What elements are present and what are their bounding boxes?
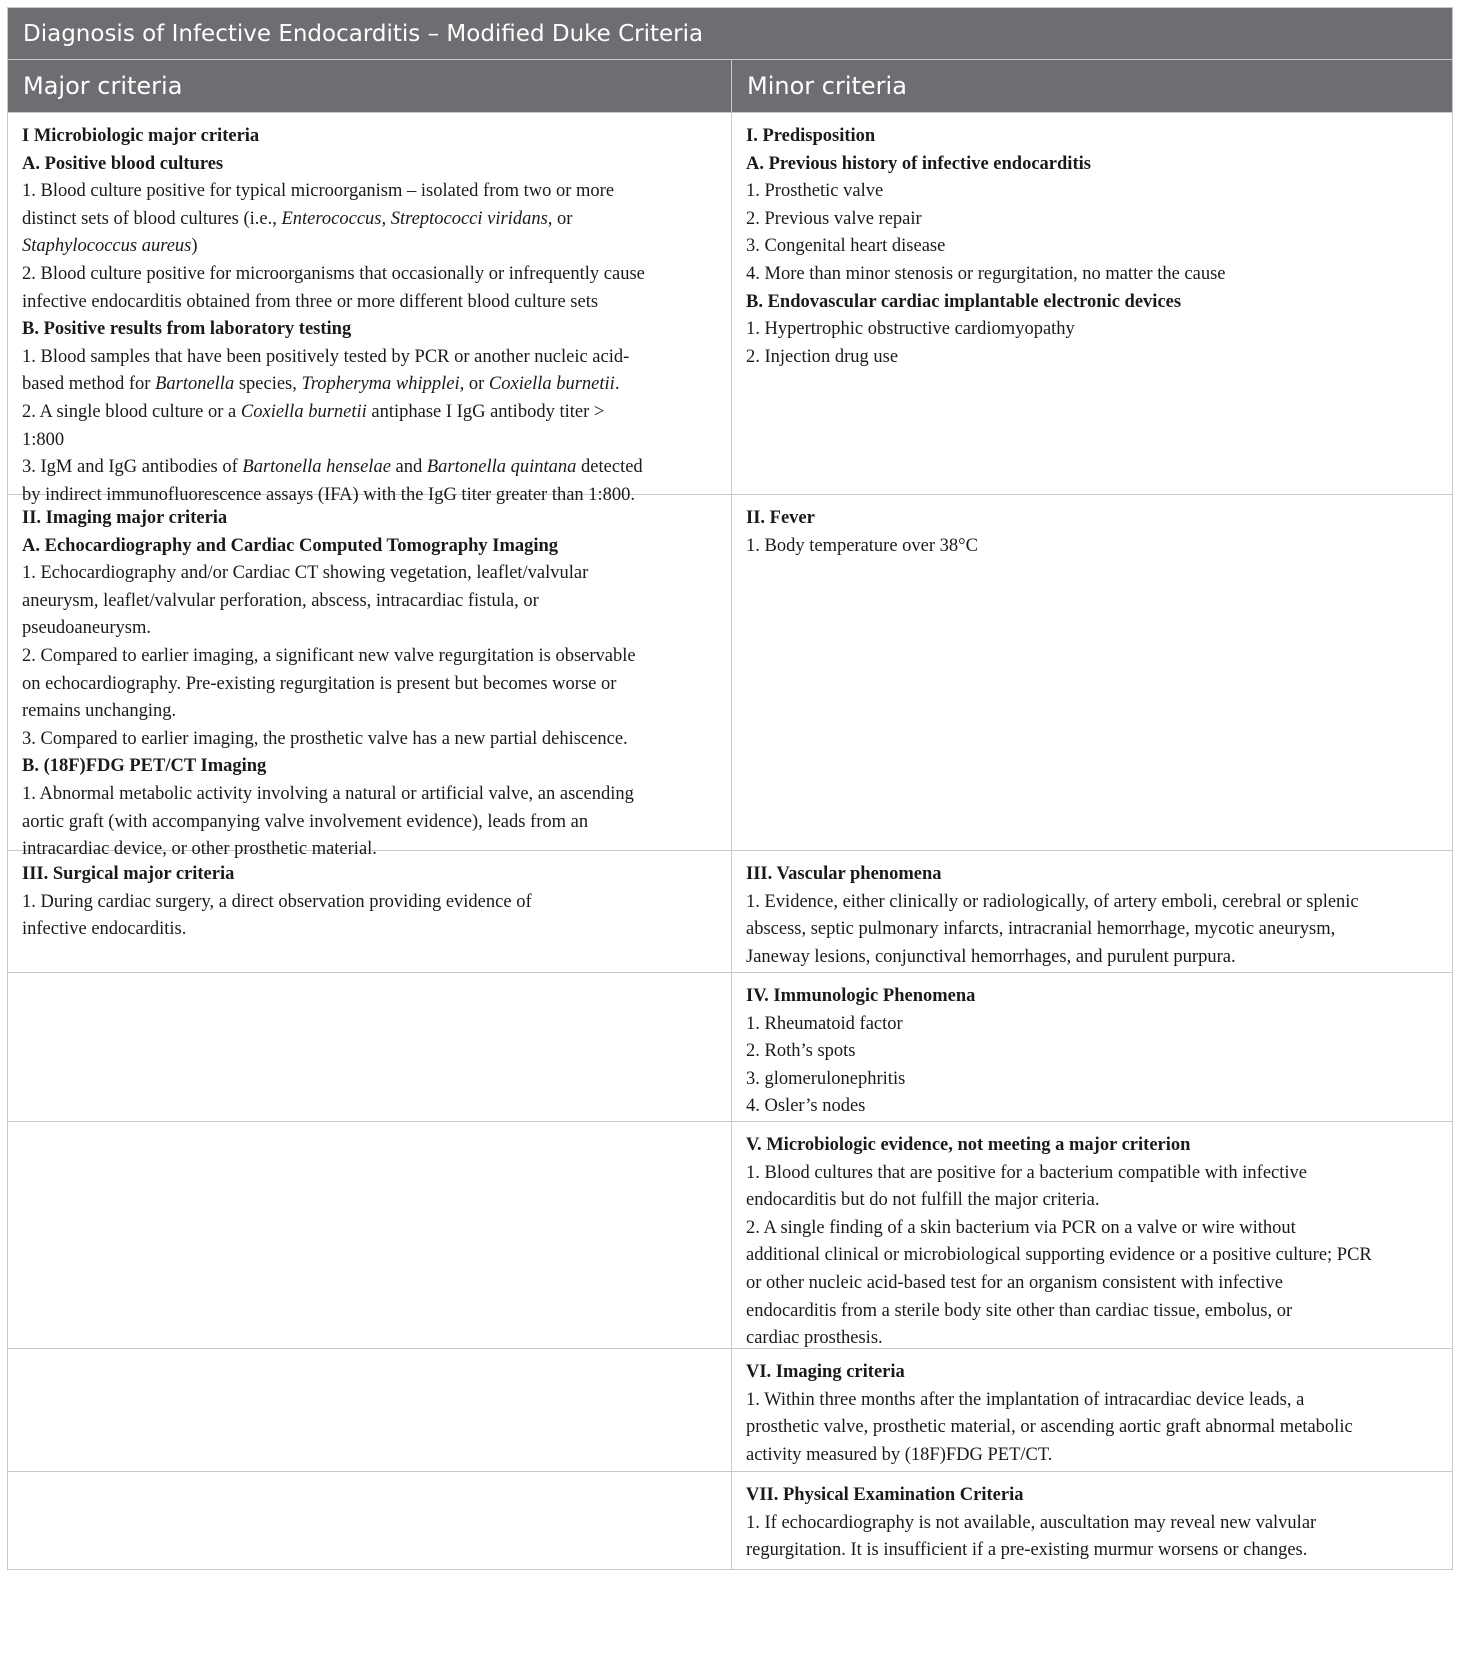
criteria-item: 2. A single blood culture or a Coxiella burnetii antiphase I IgG antibody titer > [22,401,605,422]
table-row [8,1348,1452,1471]
criteria-item: remains unchanging. [22,701,177,722]
criteria-item: 2. Previous valve repair [746,208,922,229]
table-body [8,112,1452,1569]
criteria-item: 2. Compared to earlier imaging, a significant new valve regurgitation is observable [22,645,636,666]
criteria-item: 2. Injection drug use [746,346,899,367]
criteria-heading: VII. Physical Examination Criteria [746,1485,1024,1505]
criteria-item: 3. Congenital heart disease [746,236,946,257]
major-criteria-cell [8,495,732,860]
criteria-item: 1. Hypertrophic obstructive cardiomyopathy [746,319,1075,340]
table-title: Diagnosis of Infective Endocarditis – Modified Duke Criteria [8,8,1452,60]
criteria-item: distinct sets of blood cultures (i.e., Enterococcus, Streptococci viridans, or [22,208,573,229]
criteria-item: 3. IgM and IgG antibodies of Bartonella henselae and Bartonella quintana detected [22,457,643,478]
criteria-item: aortic graft (with accompanying valve involvement evidence), leads from an [22,811,589,832]
criteria-item: 3. glomerulonephritis [746,1068,906,1089]
criteria-heading: III. Surgical major criteria [22,864,235,884]
criteria-item: 4. Osler’s nodes [746,1096,866,1117]
criteria-item: regurgitation. It is insufficient if a pre-existing murmur worsens or changes. [746,1540,1308,1561]
table-row [8,1471,1452,1569]
criteria-item: Staphylococcus aureus) [22,236,198,257]
criteria-item: additional clinical or microbiological supporting evidence or a positive culture; PCR [746,1245,1372,1266]
minor-criteria-cell [732,1472,1452,1569]
criteria-item: infective endocarditis obtained from three or more different blood culture sets [22,291,599,312]
minor-criteria-cell [732,495,1452,850]
criteria-heading: III. Vascular phenomena [746,864,942,884]
criteria-item: 1. Blood samples that have been positively tested by PCR or another nucleic acid- [22,346,630,367]
criteria-heading: B. Endovascular cardiac implantable electronic devices [746,291,1182,312]
criteria-item: based method for Bartonella species, Tropheryma whipplei, or Coxiella burnetii. [22,374,620,395]
table-row [8,850,1452,972]
minor-criteria-cell [732,973,1452,1121]
criteria-item: 1. Blood culture positive for typical microorganism – isolated from two or more [22,181,615,202]
criteria-item: prosthetic valve, prosthetic material, or ascending aortic graft abnormal metabolic [746,1417,1353,1438]
criteria-item: infective endocarditis. [22,919,187,940]
criteria-heading: A. Previous history of infective endocarditis [746,153,1091,174]
table-row [8,494,1452,860]
criteria-heading: A. Echocardiography and Cardiac Computed Tomography Imaging [22,535,559,556]
criteria-table [7,7,1453,1570]
criteria-item: 1. Echocardiography and/or Cardiac CT showing vegetation, leaflet/valvular [22,563,589,584]
major-criteria-cell [8,113,732,505]
criteria-heading: B. (18F)FDG PET/CT Imaging [22,756,267,777]
criteria-item: abscess, septic pulmonary infarcts, intracranial hemorrhage, mycotic aneurysm, [746,919,1336,940]
criteria-heading: I Microbiologic major criteria [22,126,260,146]
minor-criteria-cell [732,1349,1452,1471]
criteria-item: 2. A single finding of a skin bacterium via PCR on a valve or wire without [746,1217,1296,1238]
criteria-item: cardiac prosthesis. [746,1328,883,1349]
criteria-item: endocarditis from a sterile body site other than cardiac tissue, embolus, or [746,1300,1293,1321]
criteria-heading: I. Predisposition [746,126,876,146]
criteria-item: 1:800 [22,429,65,450]
criteria-heading: II. Fever [746,508,815,528]
criteria-heading: V. Microbiologic evidence, not meeting a major criterion [746,1135,1191,1155]
criteria-item: 1. Abnormal metabolic activity involving a natural or artificial valve, an ascending [22,783,634,804]
table-header-row [8,60,1452,112]
table-row [8,112,1452,505]
criteria-item: or other nucleic acid-based test for an organism consistent with infective [746,1272,1284,1293]
major-criteria-cell [8,973,732,1121]
minor-criteria-cell [732,1122,1452,1348]
criteria-item: 1. Blood cultures that are positive for a bacterium compatible with infective [746,1162,1307,1183]
major-criteria-cell [8,851,732,972]
criteria-item: 2. Roth’s spots [746,1041,856,1062]
criteria-item: 1. If echocardiography is not available, auscultation may reveal new valvular [746,1512,1317,1533]
criteria-item: endocarditis but do not fulfill the major criteria. [746,1190,1100,1211]
table-row [8,972,1452,1121]
criteria-item: aneurysm, leaflet/valvular perforation, abscess, intracardiac fistula, or [22,590,539,611]
criteria-item: 4. More than minor stenosis or regurgitation, no matter the cause [746,263,1226,284]
criteria-item: 1. Evidence, either clinically or radiologically, of artery emboli, cerebral or splenic [746,891,1359,912]
criteria-item: 1. Prosthetic valve [746,181,884,202]
criteria-item: activity measured by (18F)FDG PET/CT. [746,1444,1053,1465]
criteria-item: 1. During cardiac surgery, a direct observation providing evidence of [22,891,532,912]
criteria-item: intracardiac device, or other prosthetic material. [22,839,377,860]
criteria-item: pseudoaneurysm. [22,618,151,639]
criteria-heading: II. Imaging major criteria [22,508,228,528]
criteria-heading: B. Positive results from laboratory testing [22,319,352,340]
criteria-item: 3. Compared to earlier imaging, the prosthetic valve has a new partial dehiscence. [22,728,628,749]
major-criteria-cell [8,1472,732,1569]
header-major-criteria: Major criteria [8,60,732,112]
criteria-item: 1. Body temperature over 38°C [746,535,978,556]
criteria-heading: A. Positive blood cultures [22,153,224,174]
major-criteria-cell [8,1122,732,1348]
criteria-heading: IV. Immunologic Phenomena [746,986,976,1006]
header-minor-criteria: Minor criteria [747,72,907,100]
criteria-heading: VI. Imaging criteria [746,1362,905,1382]
criteria-item: on echocardiography. Pre-existing regurgitation is present but becomes worse or [22,673,617,694]
criteria-item: Janeway lesions, conjunctival hemorrhages, and purulent purpura. [746,946,1236,967]
minor-criteria-cell [732,113,1452,494]
criteria-item: by indirect immunofluorescence assays (IFA) with the IgG titer greater than 1:800. [22,484,636,505]
criteria-item: 1. Within three months after the implantation of intracardiac device leads, a [746,1389,1305,1410]
criteria-item: 1. Rheumatoid factor [746,1013,903,1034]
criteria-item: 2. Blood culture positive for microorganisms that occasionally or infrequently cause [22,263,645,284]
minor-criteria-cell [732,851,1452,972]
major-criteria-cell [8,1349,732,1471]
table-row [8,1121,1452,1348]
